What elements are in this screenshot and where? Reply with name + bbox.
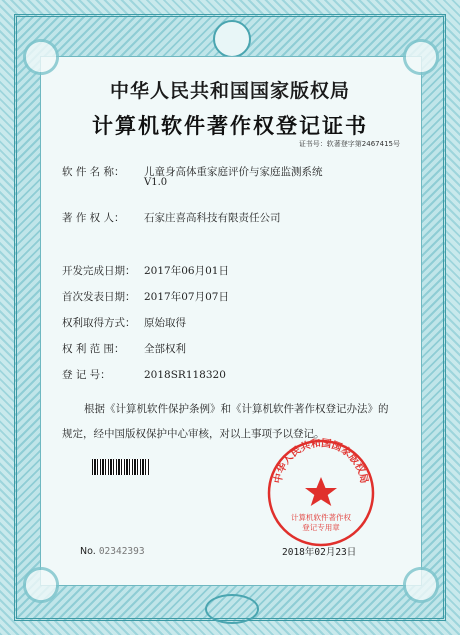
published-date-row — [62, 289, 229, 304]
seal-center-line: 登记专用章 — [302, 523, 340, 532]
official-seal — [265, 437, 377, 549]
field-label: 软 件 名 称： — [62, 166, 125, 178]
authority-title: 中华人民共和国国家版权局 — [109, 80, 350, 102]
serial-value: 02342393 — [98, 546, 145, 557]
field-label: 著 作 权 人： — [62, 212, 125, 224]
software-version: V1.0 — [144, 177, 168, 188]
owner-row — [62, 210, 281, 225]
registration-number: 2018SR118320 — [144, 369, 226, 381]
rights-scope: 全部权利 — [144, 343, 186, 355]
completed-date: 2017年06月01日 — [144, 265, 229, 277]
seal-star-icon — [305, 477, 337, 506]
serial-number — [80, 546, 145, 557]
corner-ornament-icon — [391, 555, 451, 615]
software-name: 儿童身高体重家庭评价与家庭监测系统 — [144, 166, 323, 178]
software-name-row — [62, 164, 323, 179]
field-label: 首次发表日期： — [62, 291, 136, 303]
serial-label: No. — [80, 546, 96, 557]
legal-paragraph-line: 规定，经中国版权保护中心审核，对以上事项予以登记。 — [62, 428, 325, 440]
legal-paragraph-line: 根据《计算机软件保护条例》和《计算机软件著作权登记办法》的 — [84, 403, 389, 415]
bottom-emblem-icon — [205, 594, 259, 624]
published-date: 2017年07月07日 — [144, 291, 229, 303]
field-label: 权利取得方式： — [62, 317, 136, 329]
acquisition-method: 原始取得 — [144, 317, 186, 329]
issue-date: 2018年02月23日 — [282, 547, 357, 558]
acquisition-row — [62, 315, 186, 330]
field-label: 权 利 范 围： — [62, 343, 125, 355]
top-emblem-icon — [213, 20, 251, 58]
seal-center-line: 计算机软件著作权 — [291, 513, 351, 522]
corner-ornament-icon — [11, 555, 71, 615]
completed-date-row — [62, 263, 229, 278]
certificate-title: 计算机软件著作权登记证书 — [92, 114, 368, 138]
certificate-number: 证书号：软著登字第2467415号 — [298, 140, 400, 148]
scope-row — [62, 341, 186, 356]
barcode-icon — [92, 459, 150, 475]
seal-ring-text: 中华人民共和国国家版权局 — [272, 438, 370, 485]
field-label: 开发完成日期： — [62, 265, 136, 277]
registration-row — [62, 367, 226, 382]
owner-name: 石家庄喜高科技有限责任公司 — [144, 212, 281, 224]
field-label: 登 记 号： — [62, 369, 111, 381]
